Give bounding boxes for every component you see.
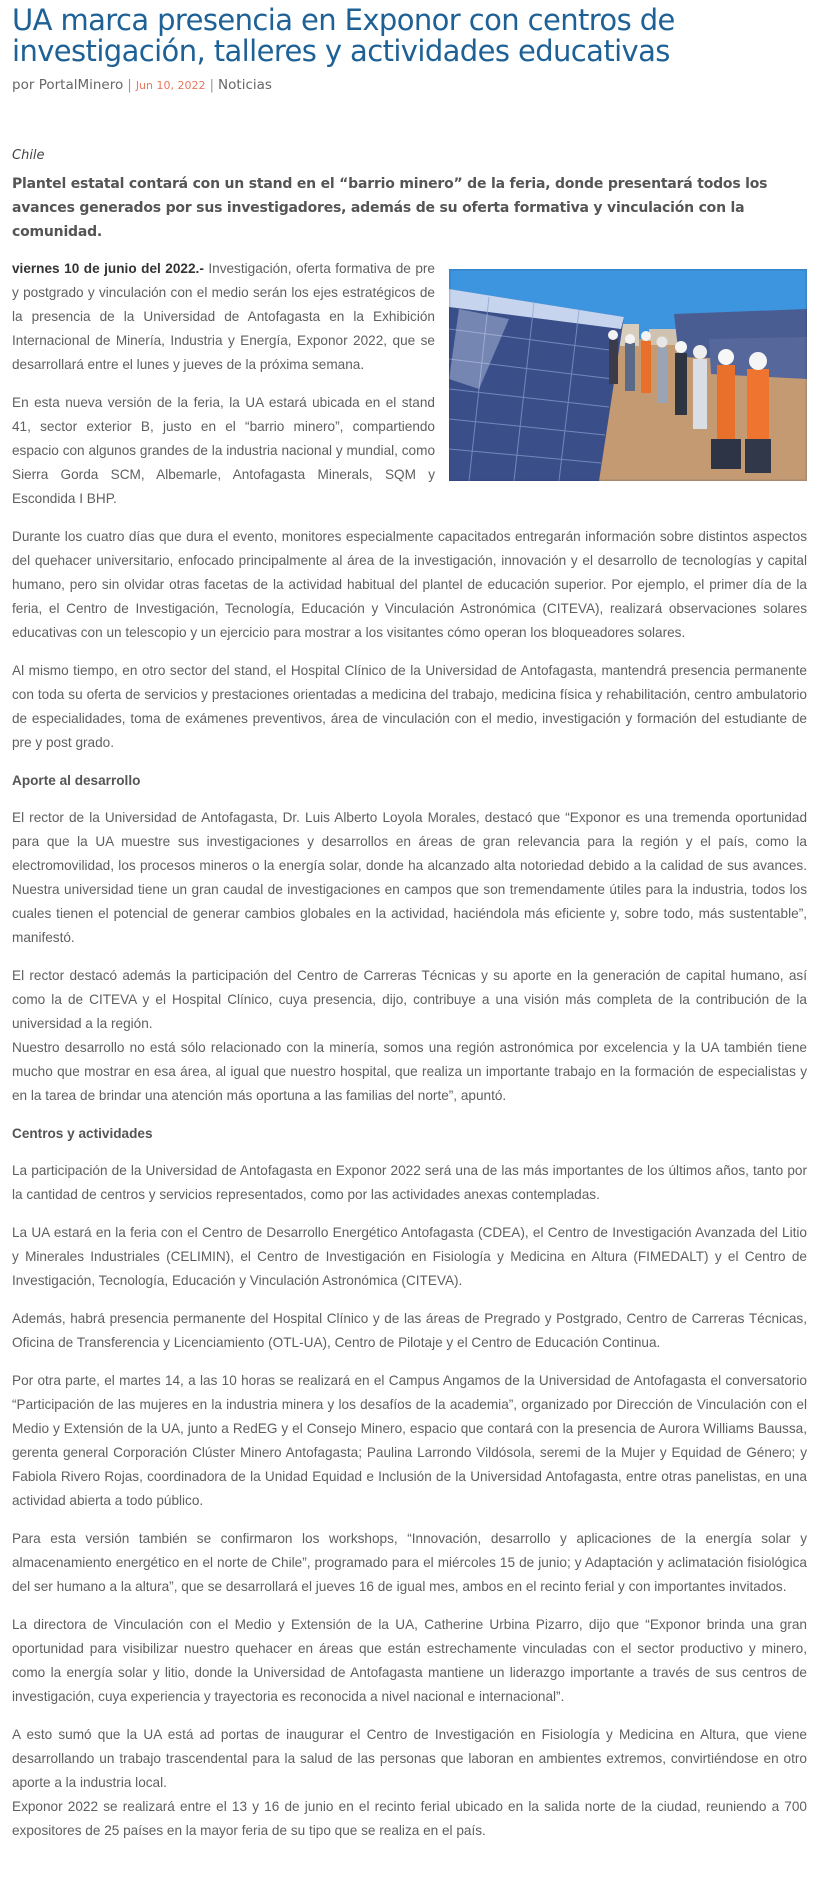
section-heading-centros: Centros y actividades	[12, 1126, 153, 1141]
paragraph: Al mismo tiempo, en otro sector del stand, el Hospital Clínico de la Universidad de Antofagasta, mantendrá presencia permanente con toda su oferta de servicios y prestaciones orientadas a medicina del trabajo, medicina física y rehabilitación, centro ambulatorio de especialidades, toma de exámenes preventivos, área de vinculación con el medio, investigación y formación del estudiante de pre y post grado.	[12, 663, 807, 750]
solar-panels-photo	[449, 269, 807, 481]
paragraph: La UA estará en la feria con el Centro de Desarrollo Energético Antofagasta (CDEA), el Centro de Investigación Avanzada del Litio y Minerales Industriales (CELIMIN), el Centro de Investigación en Fisiología y Medicina en Altura (FIMEDALT) y el Centro de Investigación, Tecnología, Educación y Vinculación Astronómica (CITEVA).	[12, 1225, 807, 1288]
solar-panels-photo-icon	[449, 269, 807, 481]
dateline: viernes 10 de junio del 2022.-	[12, 261, 204, 276]
article-body	[12, 257, 807, 1843]
article	[0, 5, 819, 1843]
paragraph: La directora de Vinculación con el Medio y Extensión de la UA, Catherine Urbina Pizarro, dijo que “Exponor brinda una gran oportunidad para visibilizar nuestro quehacer en áreas que están estrechamente vinculadas con el sector productivo y minero, como la energía solar y litio, donde la Universidad de Antofagasta mantiene un liderazgo importante a través de sus centros de investigación, cuya experiencia y trayectoria es reconocida a nivel nacional e internacional”.	[12, 1617, 807, 1704]
publish-date: Jun 10, 2022	[135, 79, 206, 92]
article-lead: Plantel estatal contará con un stand en el “barrio minero” de la feria, donde presentará todos los avances generados por sus investigadores, además de su oferta formativa y vinculación con la comunidad.	[12, 176, 768, 240]
article-meta	[12, 77, 807, 97]
paragraph-text: Investigación, oferta formativa de pre y postgrado y vinculación con el medio serán los ejes estratégicos de la presencia de la Universidad de Antofagasta en la Exhibición Internacional de Minería, Industria y Energía, Exponor 2022, que se desarrollará entre el lunes y jueves de la próxima semana.	[12, 261, 435, 372]
paragraph: A esto sumó que la UA está ad portas de inaugurar el Centro de Investigación en Fisiología y Medicina en Altura, que viene desarrollando un trabajo trascendental para la salud de las personas que laboran en ambientes extremos, convirtiéndose en otro aporte a la industria local.	[12, 1727, 807, 1790]
paragraph: Además, habrá presencia permanente del Hospital Clínico y de las áreas de Pregrado y Postgrado, Centro de Carreras Técnicas, Oficina de Transferencia y Licenciamiento (OTL-UA), Centro de Pilotaje y el Centro de Educación Continua.	[12, 1311, 807, 1350]
paragraph: La participación de la Universidad de Antofagasta en Exponor 2022 será una de las más importantes de los últimos años, tanto por la cantidad de centros y servicios representados, como por las actividades anexas contempladas.	[12, 1163, 807, 1202]
meta-separator: |	[127, 77, 132, 93]
category-link[interactable]: Noticias	[218, 77, 272, 93]
paragraph: El rector de la Universidad de Antofagasta, Dr. Luis Alberto Loyola Morales, destacó que “Exponor es una tremenda oportunidad para que la UA muestre sus investigaciones y desarrollos en áreas de gran relevancia para la región y el país, como la electromovilidad, los procesos mineros o la energía solar, donde ha alcanzado alta notoriedad debido a la calidad de sus avances. Nuestra universidad tiene un gran caudal de investigaciones en campos que son tremendamente útiles para la industria, todos los cuales tienen el potencial de generar cambios globales en la actividad, haciéndola más eficiente y, sobre todo, más sustentable”, manifestó.	[12, 810, 807, 945]
paragraph: Para esta versión también se confirmaron los workshops, “Innovación, desarrollo y aplicaciones de la energía solar y almacenamiento energético en el norte de Chile”, programado para el miércoles 15 de junio; y Adaptación y aclimatación fisiológica del ser humano a la altura”, que se desarrollará el jueves 16 de igual mes, ambos en el recinto ferial y con importantes invitados.	[12, 1531, 807, 1594]
paragraph: Por otra parte, el martes 14, a las 10 horas se realizará en el Campus Angamos de la Universidad de Antofagasta el conversatorio “Participación de las mujeres en la industria minera y los desafíos de la academia”, organizado por Dirección de Vinculación con el Medio y Extensión de la UA, junto a RedEG y el Consejo Minero, espacio que contará con la presencia de Aurora Williams Baussa, gerenta general Corporación Clúster Minero Antofagasta; Paulina Larrondo Vildósola, seremi de la Mujer y Equidad de Género; y Fabiola Rivero Rojas, coordinadora de la Unidad Equidad e Inclusión de la Universidad Antofagasta, entre otras panelistas, en una actividad abierta a todo público.	[12, 1373, 807, 1508]
meta-separator: |	[209, 77, 215, 93]
paragraph: En esta nueva versión de la feria, la UA estará ubicada en el stand 41, sector exterior B, justo en el “barrio minero”, compartiendo espacio con algunos grandes de la industria nacional y mundial, como Sierra Gorda SCM, Albemarle, Antofagasta Minerals, SQM y Escondida I BHP.	[12, 395, 435, 506]
paragraph: El rector destacó además la participación del Centro de Carreras Técnicas y su aporte en la generación de capital humano, así como la de CITEVA y el Hospital Clínico, cuya presencia, dijo, contribuye a una visión más completa de la contribución de la universidad a la región.	[12, 968, 807, 1031]
country-tag: Chile	[12, 148, 45, 163]
paragraph: Durante los cuatro días que dura el evento, monitores especialmente capacitados entregarán información sobre distintos aspectos del quehacer universitario, enfocado principalmente al área de la investigación, innovación y el desarrollo de tecnologías y capital humano, pero sin olvidar otras facetas de la actividad habitual del plantel de educación superior. Por ejemplo, el primer día de la feria, el Centro de Investigación, Tecnología, Educación y Vinculación Astronómica (CITEVA), realizará observaciones solares educativas con un telescopio y un ejercicio para mostrar a los visitantes cómo operan los bloqueadores solares.	[12, 529, 807, 640]
byline-prefix: por	[12, 77, 35, 93]
paragraph: Exponor 2022 se realizará entre el 13 y 16 de junio en el recinto ferial ubicado en la salida norte de la ciudad, reuniendo a 700 expositores de 25 países en la mayor feria de su tipo que se realiza en el país.	[12, 1799, 807, 1838]
author-link[interactable]: PortalMinero	[38, 77, 124, 93]
section-heading-aporte: Aporte al desarrollo	[12, 773, 141, 788]
article-title: UA marca presencia en Exponor con centros de investigación, talleres y actividades educativas	[12, 3, 675, 68]
paragraph: Nuestro desarrollo no está sólo relacionado con la minería, somos una región astronómica por excelencia y la UA también tiene mucho que mostrar en esa área, al igual que nuestro hospital, que realiza un importante trabajo en la formación de especialistas y en la tarea de brindar una atención más oportuna a las familias del norte”, apuntó.	[12, 1040, 807, 1103]
